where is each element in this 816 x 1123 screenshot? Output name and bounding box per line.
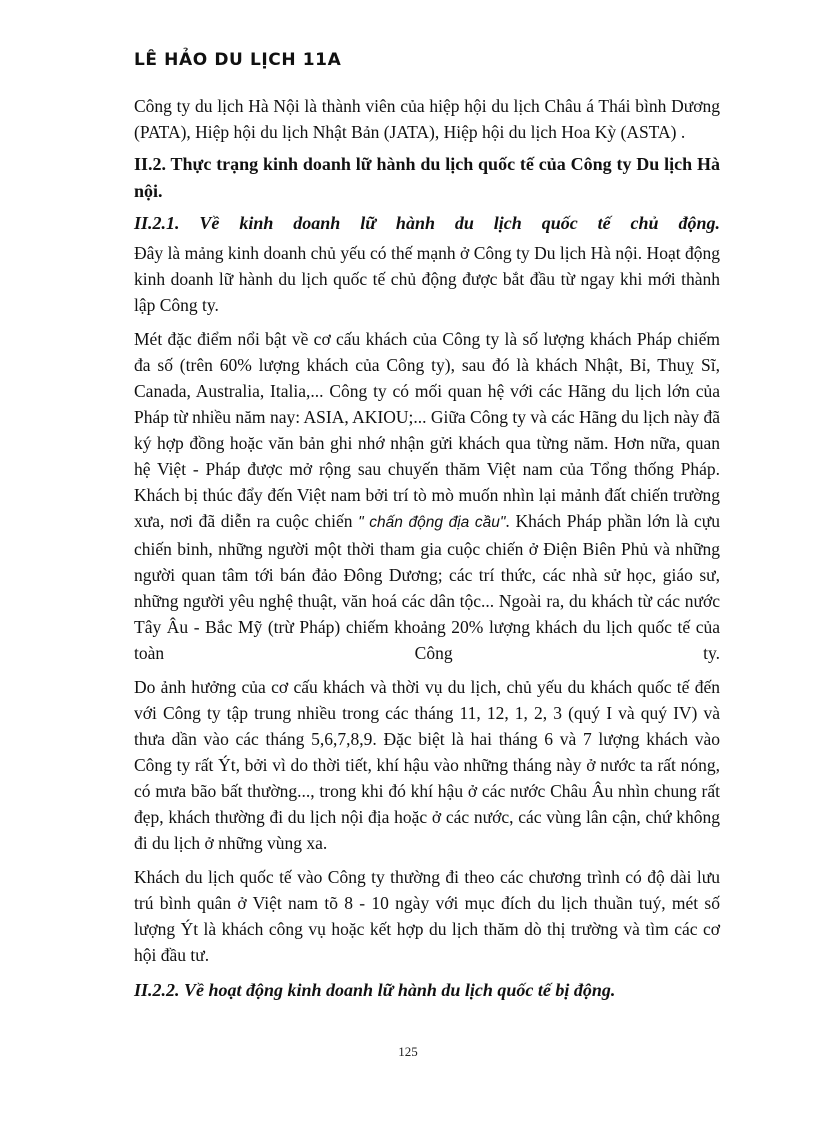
- paragraph-3: Do ảnh hưởng của cơ cấu khách và thời vụ du lịch, chủ yếu du khách quốc tế đến với Công ty tập trung nhiều trong các tháng 11, 12, 1, 2, 3 (quý I và quý IV) và thưa dần vào các tháng 5,6,7,8,9. Đặc biệt là hai tháng 6 và 7 lượng khách vào Công ty rất Ýt, bởi vì do thời tiết, khí hậu vào những tháng này ở nước ta rất nóng, có mưa bão bất thường..., trong khi đó khí hậu ở các nước Châu Âu nhìn chung rất đẹp, khách thường đi du lịch nội địa hoặc ở các nước, các vùng lân cận, chứ không đi du lịch ở những vùng xa.: [134, 677, 720, 853]
- subsection-heading-1: II.2.1. Về kinh doanh lữ hành du lịch quốc tế chủ động.: [134, 213, 720, 233]
- intro-paragraph: Công ty du lịch Hà Nội là thành viên của hiệp hội du lịch Châu á Thái bình Dương (PATA), Hiệp hội du lịch Nhật Bản (JATA), Hiệp hội du lịch Hoa Kỳ (ASTA) .: [134, 96, 720, 142]
- section-heading: II.2. Thực trạng kinh doanh lữ hành du lịch quốc tế của Công ty Du lịch Hà nội.: [134, 154, 720, 201]
- paragraph-2-part-2: . Khách Pháp phần lớn là cựu chiến binh, những người một thời tham gia cuộc chiến ở Điện Biên Phủ và những người quan tâm tới bán đảo Đông Dương; các trí thức, các nhà sử học, giáo sư, những người yêu nghệ thuật, văn hoá các dân tộc... Ngoài ra, du khách từ các nước Tây Âu - Bắc Mỹ (trừ Pháp) chiếm khoảng 20% lượng khách du lịch quốc tế của toàn Công ty.: [134, 511, 721, 663]
- page-header: LÊ HẢO DU LỊCH 11A: [134, 50, 342, 70]
- paragraph-2-quote: " chấn động địa cầu": [358, 514, 506, 531]
- document-body: [134, 93, 720, 1007]
- paragraph-4: Khách du lịch quốc tế vào Công ty thường đi theo các chương trình có độ dài lưu trú bình quân ở Việt nam tõ 8 - 10 ngày với mục đích du lịch thuần tuý, mét số lượng Ýt là khách công vụ hoặc kết hợp du lịch thăm dò thị trường và tìm các cơ hội đầu tư.: [134, 867, 720, 965]
- paragraph-2-part-1: Mét đặc điểm nổi bật về cơ cấu khách của Công ty là số lượng khách Pháp chiếm đa số (trên 60% lượng khách của Công ty), sau đó là khách Nhật, Bỉ, Thuỵ Sĩ, Canada, Australia, Italia,... Công ty có mối quan hệ với các Hãng du lịch lớn của Pháp từ nhiều năm nay: ASIA, AKIOU;... Giữa Công ty và các Hãng du lịch này đã ký hợp đồng hoặc văn bản ghi nhớ nhận gửi khách qua từng năm. Hơn nữa, quan hệ Việt - Pháp được mở rộng sau chuyến thăm Việt nam của Tổng thống Pháp. Khách bị thúc đẩy đến Việt nam bởi trí tò mò muốn nhìn lại mảnh đất chiến trường xưa, nơi đã diễn ra cuộc chiến: [134, 329, 720, 531]
- paragraph-1: Đây là mảng kinh doanh chủ yếu có thế mạnh ở Công ty Du lịch Hà nội. Hoạt động kinh doanh lữ hành du lịch quốc tế chủ động được bắt đầu từ ngay khi mới thành lập Công ty.: [134, 243, 720, 315]
- paragraph-2: [134, 326, 720, 666]
- page-number: 125: [398, 1044, 418, 1059]
- subsection-heading-2: II.2.2. Về hoạt động kinh doanh lữ hành du lịch quốc tế bị động.: [134, 980, 616, 1000]
